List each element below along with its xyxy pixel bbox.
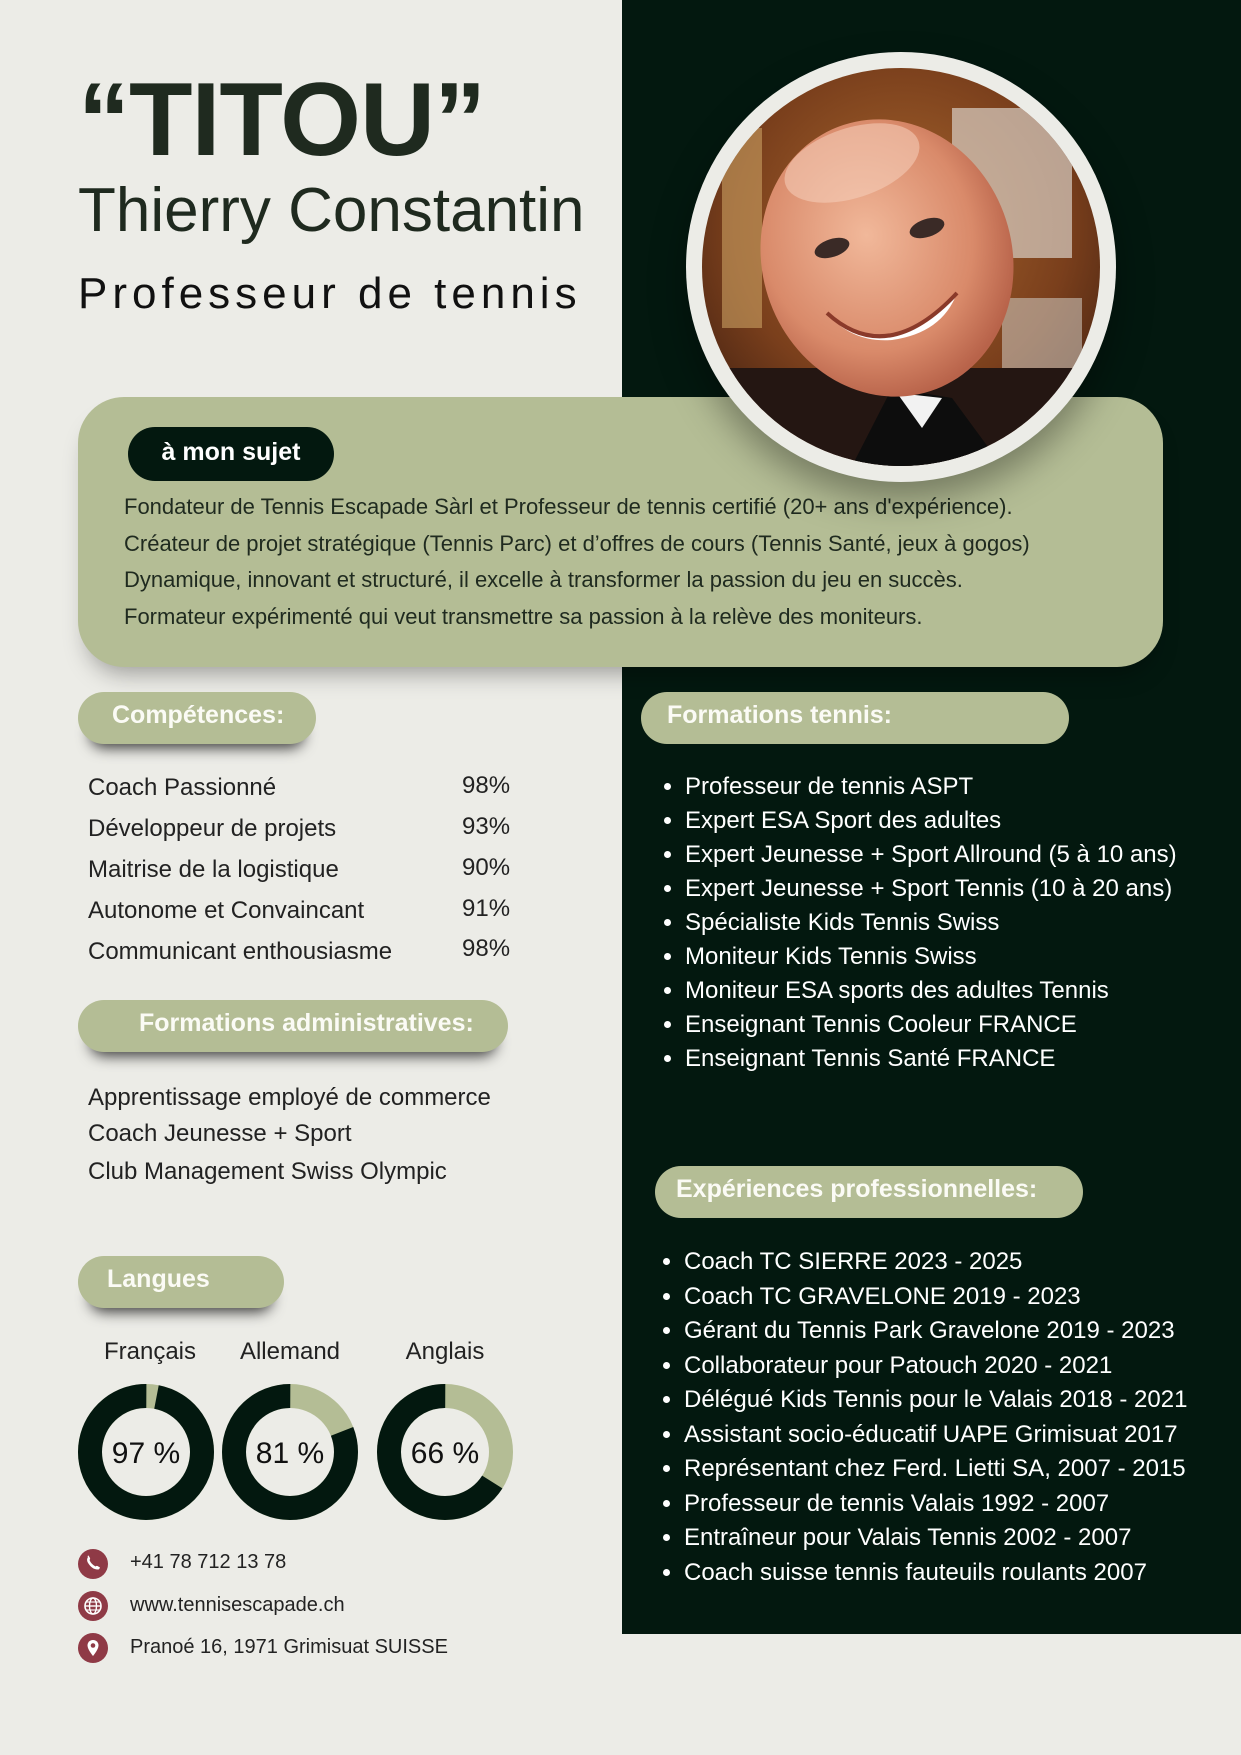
profile-photo-image <box>702 68 1100 466</box>
location-pin-icon <box>78 1633 108 1663</box>
nickname-heading: “TITOU” <box>78 62 486 178</box>
about-line: Formateur expérimenté qui veut transmettre sa passion à la relève des moniteurs. <box>124 603 923 629</box>
donut-label: 97 % <box>111 1437 181 1470</box>
list-item: • Assistant socio-éducatif UAPE Grimisuat 2017 <box>684 1418 1187 1453</box>
language-name: Français <box>103 1338 197 1365</box>
skill-name: Coach Passionné <box>88 774 277 801</box>
skill-percentage: 91% <box>462 895 511 922</box>
skill-percentage: 93% <box>462 813 511 840</box>
list-item: • Coach TC GRAVELONE 2019 - 2023 <box>684 1280 1187 1315</box>
profile-photo <box>686 52 1116 482</box>
tennis-training-heading: Formations tennis: <box>641 692 1069 744</box>
job-title: Professeur de tennis <box>78 269 582 318</box>
skill-name: Maitrise de la logistique <box>88 856 339 883</box>
languages-heading: Langues <box>78 1256 284 1308</box>
language-donut-francais <box>77 1383 215 1521</box>
list-item: • Gérant du Tennis Park Gravelone 2019 - 2023 <box>684 1314 1187 1349</box>
list-item: • Collaborateur pour Patouch 2020 - 2021 <box>684 1349 1187 1384</box>
phone-icon <box>78 1549 108 1579</box>
list-item: • Moniteur ESA sports des adultes Tennis <box>685 974 1177 1008</box>
list-item: • Expert Jeunesse + Sport Tennis (10 à 20 ans) <box>685 872 1177 906</box>
globe-icon <box>78 1591 108 1621</box>
skill-name: Autonome et Convaincant <box>88 897 365 924</box>
website-link[interactable]: www.tennisescapade.ch <box>130 1594 345 1616</box>
about-line: Dynamique, innovant et structuré, il excelle à transformer la passion du jeu en succès. <box>124 567 963 592</box>
about-line: Fondateur de Tennis Escapade Sàrl et Professeur de tennis certifié (20+ ans d'expérience). <box>124 494 1013 519</box>
language-donut-allemand <box>221 1383 359 1521</box>
skill-percentage: 98% <box>462 772 511 799</box>
admin-training-heading: Formations administratives: <box>78 1000 508 1052</box>
phone-number: +41 78 712 13 78 <box>130 1551 287 1573</box>
skill-name: Communicant enthousiasme <box>88 938 393 965</box>
list-item: • Coach suisse tennis fauteuils roulants 2007 <box>684 1556 1187 1591</box>
skill-percentage: 90% <box>462 854 511 881</box>
list-item: • Enseignant Tennis Cooleur FRANCE <box>685 1008 1177 1042</box>
admin-training-item: Apprentissage employé de commerce <box>88 1084 491 1111</box>
list-item: • Spécialiste Kids Tennis Swiss <box>685 906 1177 940</box>
skills-heading: Compétences: <box>78 692 316 744</box>
donut-label: 66 % <box>410 1437 480 1470</box>
list-item: • Entraîneur pour Valais Tennis 2002 - 2007 <box>684 1521 1187 1556</box>
skill-name: Développeur de projets <box>88 815 337 842</box>
experience-heading: Expériences professionnelles: <box>655 1166 1083 1218</box>
portrait-illustration <box>702 68 1100 466</box>
skill-percentage: 98% <box>462 935 511 962</box>
list-item: • Représentant chez Ferd. Lietti SA, 2007 - 2015 <box>684 1452 1187 1487</box>
language-name: Allemand <box>239 1338 341 1365</box>
list-item: • Enseignant Tennis Santé FRANCE <box>685 1042 1177 1076</box>
list-item: • Professeur de tennis Valais 1992 - 2007 <box>684 1487 1187 1522</box>
list-item: • Expert Jeunesse + Sport Allround (5 à 10 ans) <box>685 838 1177 872</box>
tennis-training-list <box>663 770 1177 1076</box>
admin-training-item: Coach Jeunesse + Sport <box>88 1120 352 1147</box>
about-text <box>124 489 1144 635</box>
list-item: • Expert ESA Sport des adultes <box>685 804 1177 838</box>
donut-label: 81 % <box>255 1437 325 1470</box>
list-item: • Coach TC SIERRE 2023 - 2025 <box>684 1245 1187 1280</box>
about-badge: à mon sujet <box>128 427 334 481</box>
language-name: Anglais <box>405 1338 485 1365</box>
about-line: Créateur de projet stratégique (Tennis Parc) et d’offres de cours (Tennis Santé, jeux à gogos) <box>124 530 1030 556</box>
address: Pranoé 16, 1971 Grimisuat SUISSE <box>130 1636 448 1658</box>
language-donut-anglais <box>376 1383 514 1521</box>
list-item: • Délégué Kids Tennis pour le Valais 2018 - 2021 <box>684 1383 1187 1418</box>
experience-list <box>662 1245 1187 1590</box>
full-name: Thierry Constantin <box>78 176 585 245</box>
list-item: • Moniteur Kids Tennis Swiss <box>685 940 1177 974</box>
admin-training-item: Club Management Swiss Olympic <box>88 1158 447 1185</box>
list-item: • Professeur de tennis ASPT <box>685 770 1177 804</box>
